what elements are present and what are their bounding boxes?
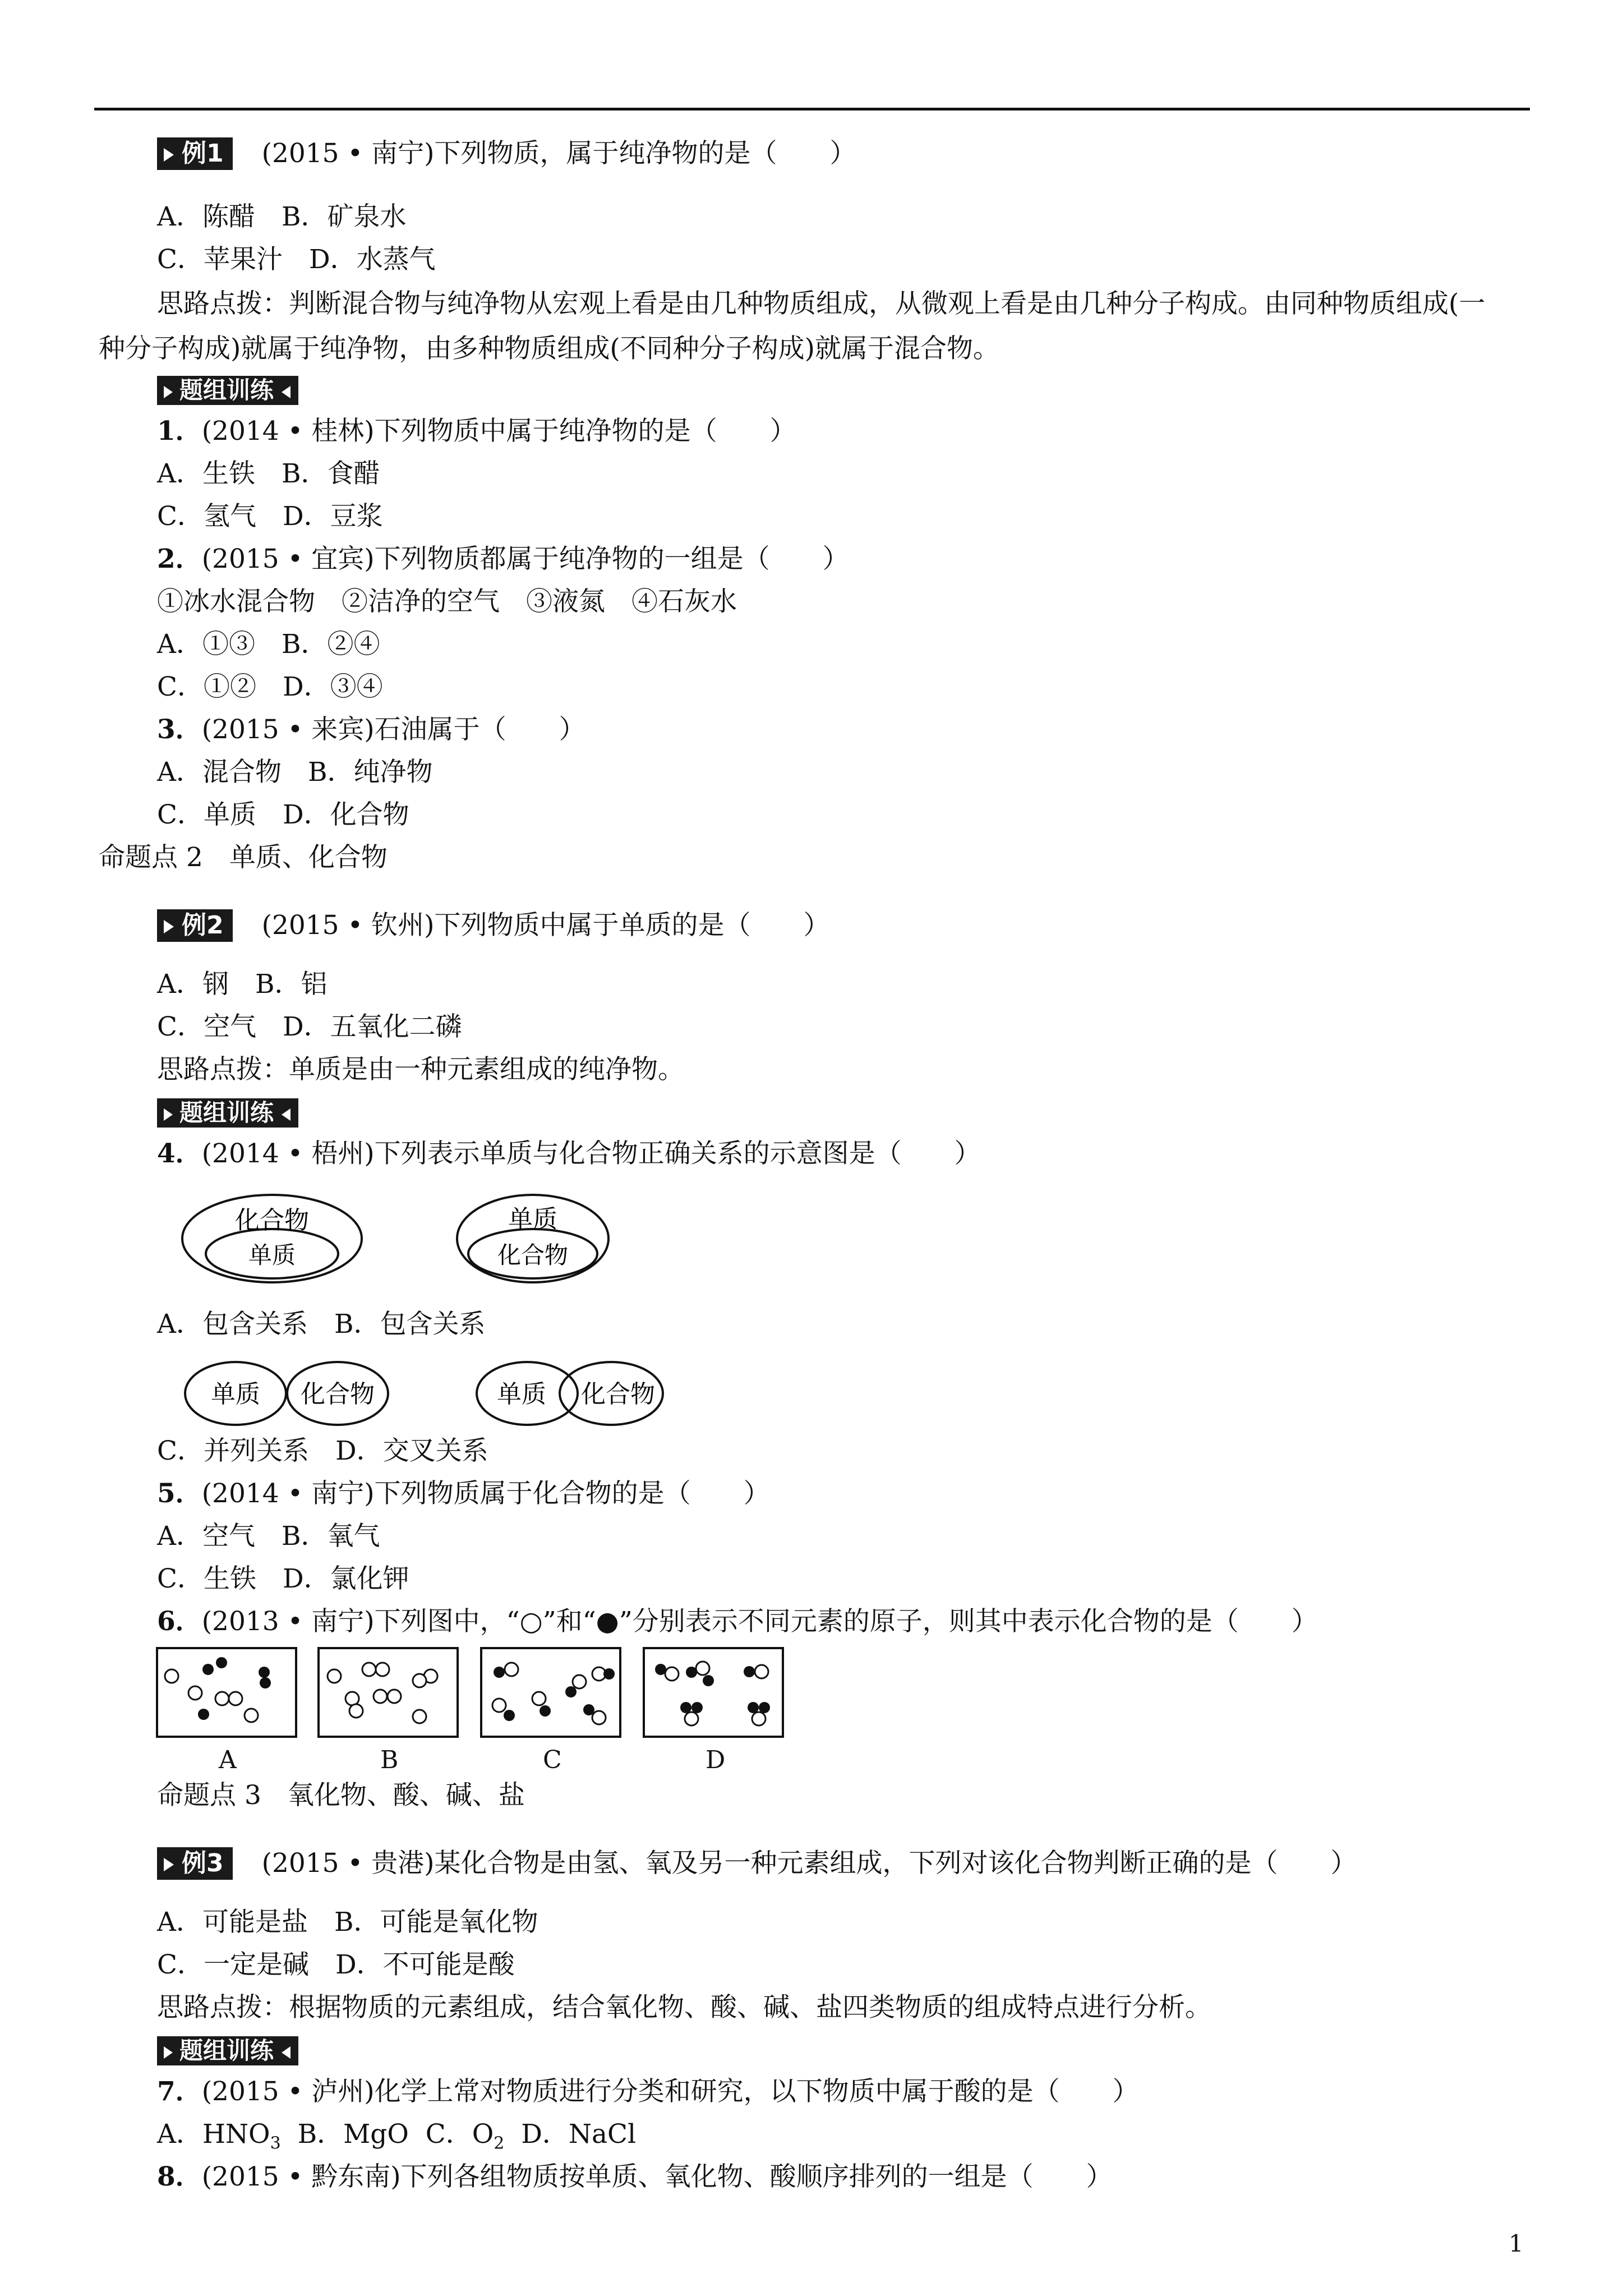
topic-3-heading: 命题点 3 氧化物、酸、碱、盐 bbox=[157, 1780, 525, 1811]
ex2-tip: 思路点拨：单质是由一种元素组成的纯净物。 bbox=[157, 1054, 684, 1085]
ex3-options-2: C．一定是碱 D．不可能是酸 bbox=[157, 1949, 515, 1980]
example-badge: 例1 bbox=[157, 137, 233, 170]
diagram-a bbox=[182, 1195, 362, 1282]
q6-particle-diagrams bbox=[156, 1647, 795, 1742]
ex2-options-2: C．空气 D．五氧化二磷 bbox=[157, 1011, 462, 1042]
q6-label-d: D bbox=[706, 1746, 726, 1774]
page-number: 1 bbox=[1509, 2230, 1524, 2257]
q1-options-1: A．生铁 B．食醋 bbox=[157, 458, 380, 489]
diagram-a-inner-label: 单质 bbox=[248, 1241, 296, 1269]
group-training-label-3: 题组训练 bbox=[157, 2032, 298, 2067]
play-icon bbox=[164, 386, 173, 398]
q2-options-1: A．①③ B．②④ bbox=[157, 629, 380, 660]
q1-options-2: C．氢气 D．豆浆 bbox=[157, 501, 383, 532]
q6-label-c: C bbox=[543, 1746, 562, 1774]
example-2 bbox=[157, 907, 830, 943]
play-icon bbox=[164, 148, 174, 162]
header-rule bbox=[94, 108, 1530, 111]
q3-options-1: A．混合物 B．纯净物 bbox=[157, 757, 433, 788]
example-3 bbox=[157, 1844, 1357, 1881]
ex3-options-1: A．可能是盐 B．可能是氧化物 bbox=[157, 1907, 538, 1938]
q4-diagrams-cd bbox=[179, 1358, 673, 1436]
topic-2-heading: 命题点 2 单质、化合物 bbox=[99, 842, 388, 873]
question-3: 3．(2015 • 来宾)石油属于（ ） bbox=[157, 714, 585, 745]
question-1: 1．(2014 • 桂林)下列物质中属于纯净物的是（ ） bbox=[157, 416, 796, 447]
ex1-options-2: C．苹果汁 D．水蒸气 bbox=[157, 244, 436, 275]
question-5: 5．(2014 • 南宁)下列物质属于化合物的是（ ） bbox=[157, 1478, 770, 1509]
ex3-tip: 思路点拨：根据物质的元素组成，结合氧化物、酸、碱、盐四类物质的组成特点进行分析。 bbox=[157, 1992, 1211, 2023]
diagram-d bbox=[477, 1362, 663, 1425]
reverse-play-icon bbox=[282, 386, 291, 398]
particle-box-a bbox=[157, 1648, 296, 1737]
diagram-b-outer-label: 单质 bbox=[508, 1205, 557, 1234]
example-1 bbox=[157, 135, 856, 171]
example-2-question: (2015 • 钦州)下列物质中属于单质的是（ ） bbox=[261, 910, 830, 941]
diagram-d-left-label: 单质 bbox=[497, 1380, 546, 1409]
example-badge: 例2 bbox=[157, 909, 233, 942]
reverse-play-icon bbox=[282, 1108, 291, 1121]
q2-options-2: C．①② D．③④ bbox=[157, 671, 383, 702]
ex1-tip: 思路点拨：判断混合物与纯净物从宏观上看是由几种物质组成，从微观上看是由几种分子构成。由同种物质组成(一种分子构成)就属于纯净物，由多种物质组成(不同种分子构成)就属于混合物。 bbox=[99, 288, 1486, 364]
question-8: 8．(2015 • 黔东南)下列各组物质按单质、氧化物、酸顺序排列的一组是（ ） bbox=[157, 2161, 1113, 2192]
q7-options: A．$HNO_3$ B．MgO C．$O_2$ D．NaCl bbox=[157, 2119, 637, 2154]
q6-label-a: A bbox=[219, 1746, 237, 1774]
q6-label-b: B bbox=[380, 1746, 399, 1774]
q5-options-2: C．生铁 D．氯化钾 bbox=[157, 1563, 409, 1594]
q5-options-1: A．空气 B．氧气 bbox=[157, 1521, 380, 1552]
ex2-options-1: A．钢 B．铝 bbox=[157, 969, 328, 1000]
ex1-options-1: A．陈醋 B．矿泉水 bbox=[157, 201, 407, 232]
question-6: 6．(2013 • 南宁)下列图中，“○”和“●”分别表示不同元素的原子，则其中表示化合物的是（ ） bbox=[157, 1606, 1318, 1637]
q4-options-2: C．并列关系 D．交叉关系 bbox=[157, 1435, 488, 1466]
example-3-question: (2015 • 贵港)某化合物是由氢、氧及另一种元素组成，下列对该化合物判断正确的是（ ） bbox=[261, 1848, 1357, 1879]
diagram-c-left-label: 单质 bbox=[211, 1380, 260, 1409]
play-icon bbox=[164, 920, 174, 933]
group-training-label-2: 题组训练 bbox=[157, 1094, 298, 1129]
question-7: 7．(2015 • 泸州)化学上常对物质进行分类和研究，以下物质中属于酸的是（ ） bbox=[157, 2076, 1139, 2107]
particle-box-b bbox=[319, 1648, 458, 1737]
q3-options-2: C．单质 D．化合物 bbox=[157, 799, 409, 830]
diagram-a-outer-label: 化合物 bbox=[235, 1206, 309, 1235]
play-icon bbox=[164, 1108, 173, 1121]
particle-box-d bbox=[644, 1648, 783, 1737]
question-2: 2．(2015 • 宜宾)下列物质都属于纯净物的一组是（ ） bbox=[157, 544, 849, 574]
play-icon bbox=[164, 2046, 173, 2059]
q2-items: ①冰水混合物 ②洁净的空气 ③液氮 ④石灰水 bbox=[157, 586, 737, 617]
question-4: 4．(2014 • 梧州)下列表示单质与化合物正确关系的示意图是（ ） bbox=[157, 1138, 981, 1169]
diagram-b-inner-label: 化合物 bbox=[497, 1241, 569, 1269]
q4-options-1: A．包含关系 B．包含关系 bbox=[157, 1309, 486, 1340]
example-badge: 例3 bbox=[157, 1847, 233, 1880]
diagram-b bbox=[457, 1195, 608, 1282]
particle-box-c bbox=[481, 1648, 620, 1737]
play-icon bbox=[164, 1858, 174, 1871]
diagram-c bbox=[185, 1362, 388, 1425]
group-training-label-1: 题组训练 bbox=[157, 371, 298, 406]
q4-diagrams-ab bbox=[179, 1189, 617, 1290]
diagram-d-right-label: 化合物 bbox=[581, 1380, 655, 1409]
diagram-c-right-label: 化合物 bbox=[301, 1380, 375, 1409]
example-1-question: (2015 • 南宁)下列物质，属于纯净物的是（ ） bbox=[261, 138, 856, 169]
reverse-play-icon bbox=[282, 2046, 291, 2059]
